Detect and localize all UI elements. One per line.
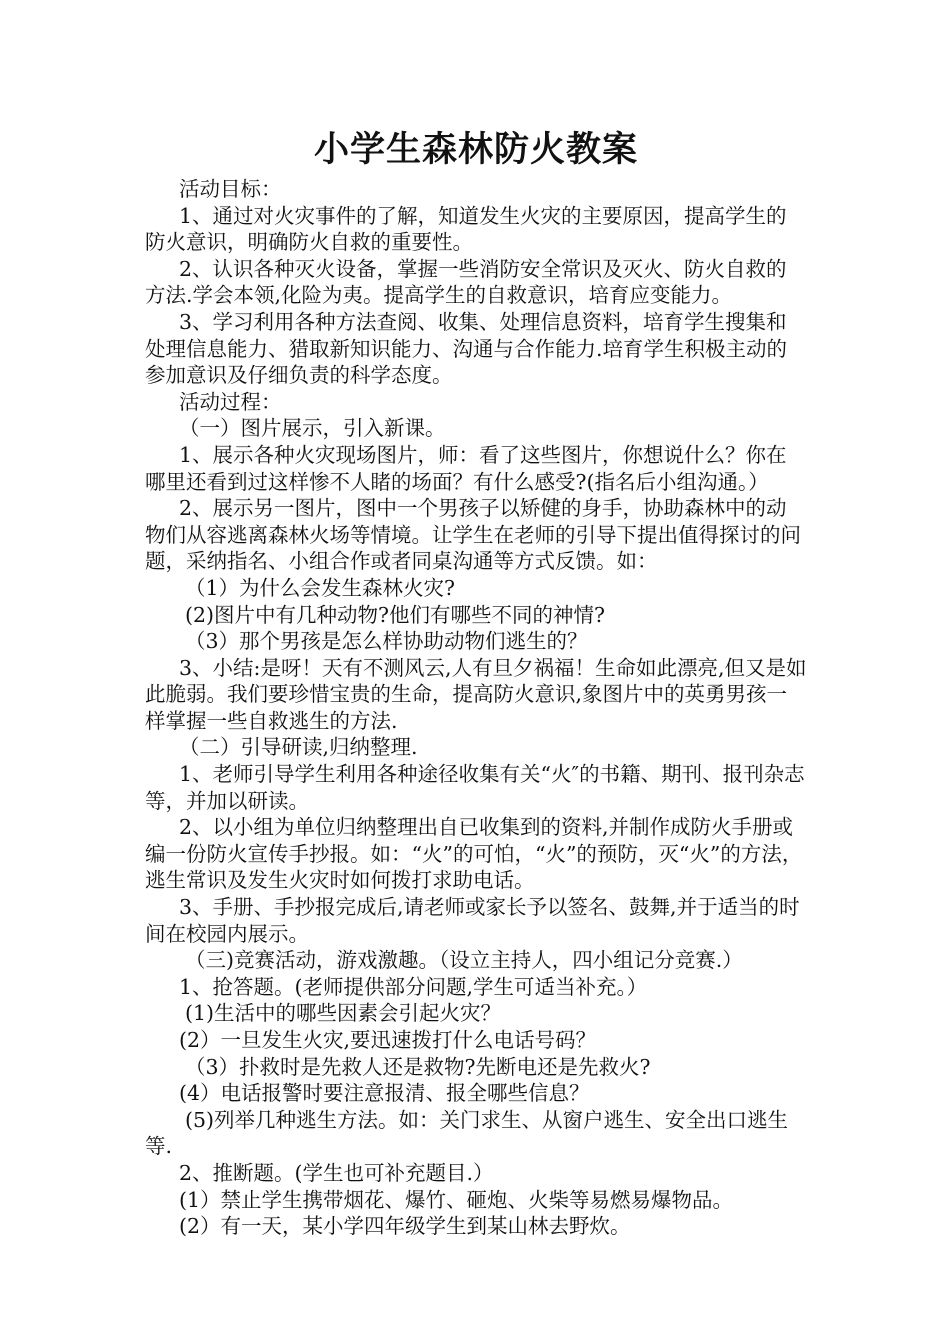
- section-3-heading: （三)竞赛活动，游戏激趣。（设立主持人，四小组记分竞赛.）: [185, 948, 743, 973]
- quiz-question-1: (1)生活中的哪些因素会引起火灾？: [185, 1001, 502, 1026]
- judge-question-2: (2）有一天，某小学四年级学生到某山林去野炊。: [179, 1214, 631, 1239]
- section-2-item-3: 3、手册、手抄报完成后,请老师或家长予以签名、鼓舞,并于适当的时间在校园内展示。: [145, 895, 800, 946]
- section-3-item-1: 1、抢答题。(老师提供部分问题,学生可适当补充。）: [179, 974, 648, 999]
- question-3: （3）那个男孩是怎么样协助动物们逃生的？: [185, 629, 588, 654]
- judge-question-1: (1）禁止学生携带烟花、爆竹、砸炮、火柴等易燃易爆物品。: [179, 1187, 734, 1212]
- quiz-question-5: (5)列举几种逃生方法。如：关门求生、从窗户逃生、安全出口逃生等.: [145, 1107, 789, 1159]
- section-1-item-2: 2、展示另一图片，图中一个男孩子以矫健的身手，协助森林中的动物们从容逃离森林火场等情境。让学生在老师的引导下提出值得探讨的问题，采纳指名、小组合作或者同桌沟通等方式反馈。如：: [145, 496, 801, 574]
- document-title: 小学生森林防火教案: [313, 129, 638, 170]
- section-1-heading: （一）图片展示，引入新课。: [179, 416, 446, 441]
- heading-goals: 活动目标：: [179, 177, 282, 201]
- quiz-question-4: (4）电话报警时要注意报清、报全哪些信息？: [179, 1081, 590, 1106]
- quiz-question-3: （3）扑救时是先救人还是救物?先断电还是先救火?: [185, 1054, 651, 1079]
- document-page: [145, 126, 807, 1240]
- section-2-item-2: 2、以小组为单位归纳整理出自已收集到的资料,并制作成防火手册或编一份防火宣传手抄报。如：“火”的可怕，“火”的预防，灭“火”的方法，逃生常识及发生火灾时如何拨打求助电话。: [145, 815, 803, 893]
- heading-process: 活动过程：: [179, 389, 282, 414]
- goal-2: 2、认识各种灭火设备，掌握一些消防安全常识及灭火、防火自救的方法.学会本领,化险为夷。提高学生的自救意识，培育应变能力。: [145, 256, 787, 308]
- section-2-item-1: 1、老师引导学生利用各种途径收集有关“火″的书籍、期刊、报刊杂志等，并加以研读。: [145, 762, 805, 813]
- quiz-question-2: (2）一旦发生火灾,要迅速拨打什么电话号码？: [179, 1028, 597, 1052]
- question-2: (2)图片中有几种动物?他们有哪些不同的神情?: [185, 602, 606, 627]
- question-1: （1）为什么会发生森林火灾?: [185, 575, 456, 600]
- section-1-item-3: 3、小结:是呀！天有不测风云,人有旦夕祸福！生命如此漂亮,但又是如此脆弱。我们要珍惜宝贵的生命，提高防火意识,象图片中的英勇男孩一样掌握一些自救逃生的方法.: [145, 655, 807, 733]
- section-1-item-1: 1、展示各种火灾现场图片，师：看了这些图片，你想说什么？你在哪里还看到过这样惨不人睹的场面？有什么感受?(指名后小组沟通。）: [145, 442, 787, 494]
- section-3-item-2: 2、推断题。(学生也可补充题目.）: [179, 1160, 494, 1185]
- goal-1: 1、通过对火灾事件的了解，知道发生火灾的主要原因，提高学生的防火意识，明确防火自救的重要性。: [145, 203, 787, 255]
- goal-3: 3、学习利用各种方法查阅、收集、处理信息资料，培育学生搜集和处理信息能力、猎取新知识能力、沟通与合作能力.培育学生积极主动的参加意识及仔细负责的科学态度。: [145, 309, 788, 388]
- section-2-heading: （二）引导研读,归纳整理.: [179, 735, 418, 760]
